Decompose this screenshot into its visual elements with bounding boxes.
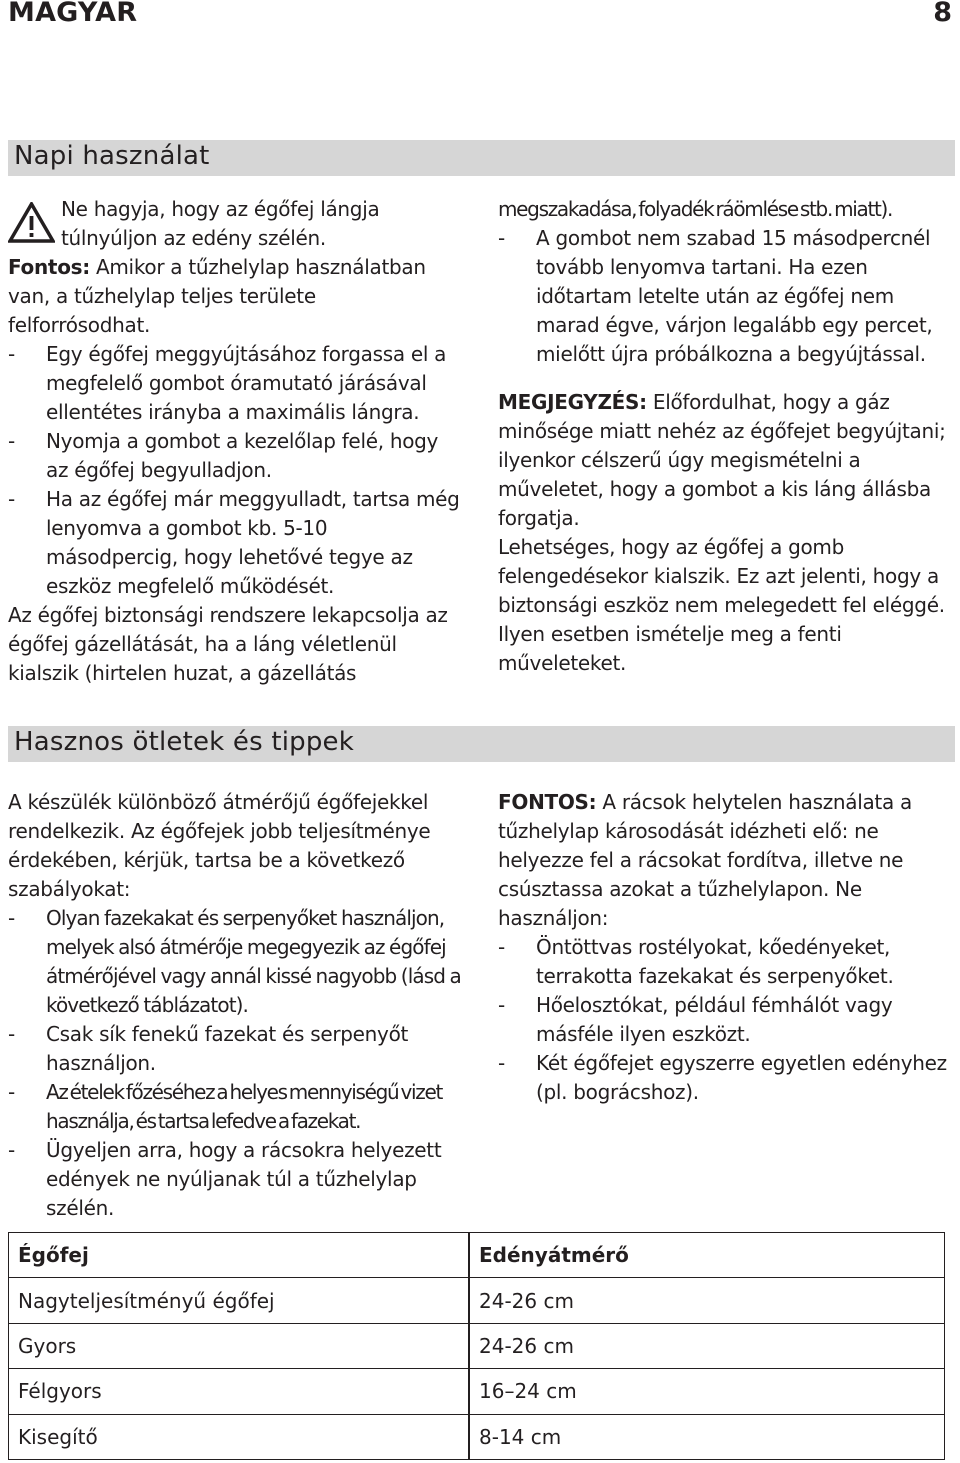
list-item-text: Öntöttvas rostélyokat, kőedényeket, terrakotta fazekakat és serpenyőket.	[536, 935, 894, 988]
list-item: - Két égőfejet egyszerre egyetlen edényhez (pl. bográcshoz).	[498, 1049, 953, 1107]
table-row	[9, 1369, 945, 1414]
table-header-row	[9, 1233, 945, 1278]
table-cell-diameter: 16–24 cm	[470, 1369, 945, 1414]
warning-text: Ne hagyja, hogy az égőfej lángja túlnyúljon az edény szélén.	[61, 197, 380, 250]
burner-diameter-table	[8, 1232, 945, 1460]
table-cell-burner: Nagyteljesítményű égőfej	[9, 1278, 469, 1323]
list-item: - Hőelosztókat, például fémhálót vagy másféle ilyen eszközt.	[498, 991, 953, 1049]
safety-paragraph: Az égőfej biztonsági rendszere lekapcsolja az égőfej gázellátását, ha a láng véletlenül kialszik (hirtelen huzat, a gázellátás	[8, 603, 448, 685]
fontos-paragraph	[8, 253, 463, 340]
list-item: - Egy égőfej meggyújtásához forgassa el a megfelelő gombot óramutató járásával ellentétes irányba a maximális lángra.	[8, 340, 463, 427]
table-row	[9, 1278, 945, 1323]
table-header-diameter: Edényátmérő	[470, 1233, 945, 1278]
list-item-text: Csak sík fenekű fazekat és serpenyőt használjon.	[46, 1022, 409, 1075]
note-paragraph-2: Lehetséges, hogy az égőfej a gomb felengedésekor kialszik. Ez azt jelenti, hogy a biztonsági eszköz nem melegedett fel eléggé. Ilyen esetben ismételje meg a fenti műveleteket.	[498, 535, 945, 675]
list-item: - Ügyeljen arra, hogy a rácsokra helyezett edények ne nyúljanak túl a tűzhelylap szélén.	[8, 1136, 473, 1223]
fontos-label: Fontos:	[8, 255, 90, 279]
note-text: Előfordulhat, hogy a gáz minősége miatt nehéz az égőfejet begyújtani; ilyenkor célszerű úgy megismételni a műveletet, hogy a gombot a kis láng állásba forgatja.	[498, 390, 946, 530]
list-item-text: Hőelosztókat, például fémhálót vagy másféle ilyen eszközt.	[536, 993, 893, 1046]
section-bar-daily-use	[8, 140, 955, 176]
page-number: 8	[933, 0, 952, 28]
section-bar-tips	[8, 726, 955, 762]
table-cell-burner: Kisegítő	[9, 1414, 469, 1459]
list-item: - Öntöttvas rostélyokat, kőedényeket, terrakotta fazekakat és serpenyőket.	[498, 933, 953, 991]
note-label: MEGJEGYZÉS:	[498, 390, 647, 414]
list-item-text: Két égőfejet egyszerre egyetlen edényhez (pl. bográcshoz).	[536, 1051, 947, 1104]
list-item-text: Egy égőfej meggyújtásához forgassa el a megfelelő gombot óramutató járásával ellentétes irányba a maximális lángra.	[46, 342, 447, 424]
list-item-text: Nyomja a gombot a kezelőlap felé, hogy az égőfej begyulladjon.	[46, 429, 439, 482]
table-cell-diameter: 24-26 cm	[470, 1278, 945, 1323]
daily-use-left-column	[8, 195, 463, 688]
warning-block	[8, 195, 463, 253]
tips-intro: A készülék különböző átmérőjű égőfejekkel rendelkezik. Az égőfejek jobb teljesítménye érdekében, kérjük, tartsa be a következő szabályokat:	[8, 790, 431, 901]
list-item-text: Ha az égőfej már meggyulladt, tartsa még lenyomva a gombot kb. 5-10 másodpercig, hogy lehetővé tegye az eszköz megfelelő működését.	[46, 487, 460, 598]
tips-right-column	[498, 788, 953, 1107]
list-item-text: Ügyeljen arra, hogy a rácsokra helyezett edények ne nyúljanak túl a tűzhelylap szélén.	[46, 1138, 442, 1220]
language-header: MAGYAR	[8, 0, 138, 28]
daily-use-right-column	[498, 195, 953, 678]
list-item-text: Olyan fazekakat és serpenyőket használjon, melyek alsó átmérője megegyezik az égőfej átmérőjével vagy annál kissé nagyobb (lásd a következő táblázatot).	[46, 906, 461, 1017]
note-paragraph	[498, 388, 953, 533]
fontos-text-2: A rácsok helytelen használata a tűzhelylap károsodását idézheti elő: ne helyezze fel a rácsokat fordítva, illetve ne csúsztassa azokat a tűzhelylapon. Ne használjon:	[498, 790, 912, 930]
table-row	[9, 1323, 945, 1368]
fontos-label-2: FONTOS:	[498, 790, 597, 814]
warning-triangle-icon	[8, 202, 55, 243]
tips-left-column	[8, 788, 473, 1223]
list-item: - Ha az égőfej már meggyulladt, tartsa még lenyomva a gombot kb. 5-10 másodpercig, hogy lehetővé tegye az eszköz megfelelő működését.	[8, 485, 463, 601]
fontos-text: Amikor a tűzhelylap használatban van, a tűzhelylap teljes területe felforrósodhat.	[8, 255, 426, 337]
table-cell-diameter: 24-26 cm	[470, 1323, 945, 1368]
list-item: - Olyan fazekakat és serpenyőket használjon, melyek alsó átmérője megegyezik az égőfej átmérőjével vagy annál kissé nagyobb (lásd a következő táblázatot).	[8, 904, 473, 1020]
section-title-tips: Hasznos ötletek és tippek	[14, 727, 354, 757]
list-item-text: Az ételek főzéséhez a helyes mennyiségű vizet használja, és tartsa lefedve a fazekat.	[46, 1080, 443, 1133]
table-cell-burner: Gyors	[9, 1323, 469, 1368]
continuation-text: megszakadása, folyadék ráömlése stb. miatt).	[498, 197, 893, 221]
list-item-text: A gombot nem szabad 15 másodpercnél tovább lenyomva tartani. Ha ezen időtartam letelte után az égőfej nem marad égve, várjon legalább egy percet, mielőtt újra próbálkozna a begyújtással.	[536, 226, 933, 366]
list-item: - Az ételek főzéséhez a helyes mennyiségű vizet használja, és tartsa lefedve a fazekat.	[8, 1078, 473, 1136]
table-header-burner: Égőfej	[9, 1233, 469, 1278]
list-item: - Nyomja a gombot a kezelőlap felé, hogy az égőfej begyulladjon.	[8, 427, 463, 485]
table-cell-diameter: 8-14 cm	[470, 1414, 945, 1459]
fontos-paragraph-2	[498, 788, 953, 933]
section-title-daily-use: Napi használat	[14, 141, 210, 171]
list-item: - A gombot nem szabad 15 másodpercnél tovább lenyomva tartani. Ha ezen időtartam letelte után az égőfej nem marad égve, várjon legalább egy percet, mielőtt újra próbálkozna a begyújtással.	[498, 224, 953, 369]
list-item: - Csak sík fenekű fazekat és serpenyőt használjon.	[8, 1020, 473, 1078]
table-cell-burner: Félgyors	[9, 1369, 469, 1414]
table-row	[9, 1414, 945, 1459]
